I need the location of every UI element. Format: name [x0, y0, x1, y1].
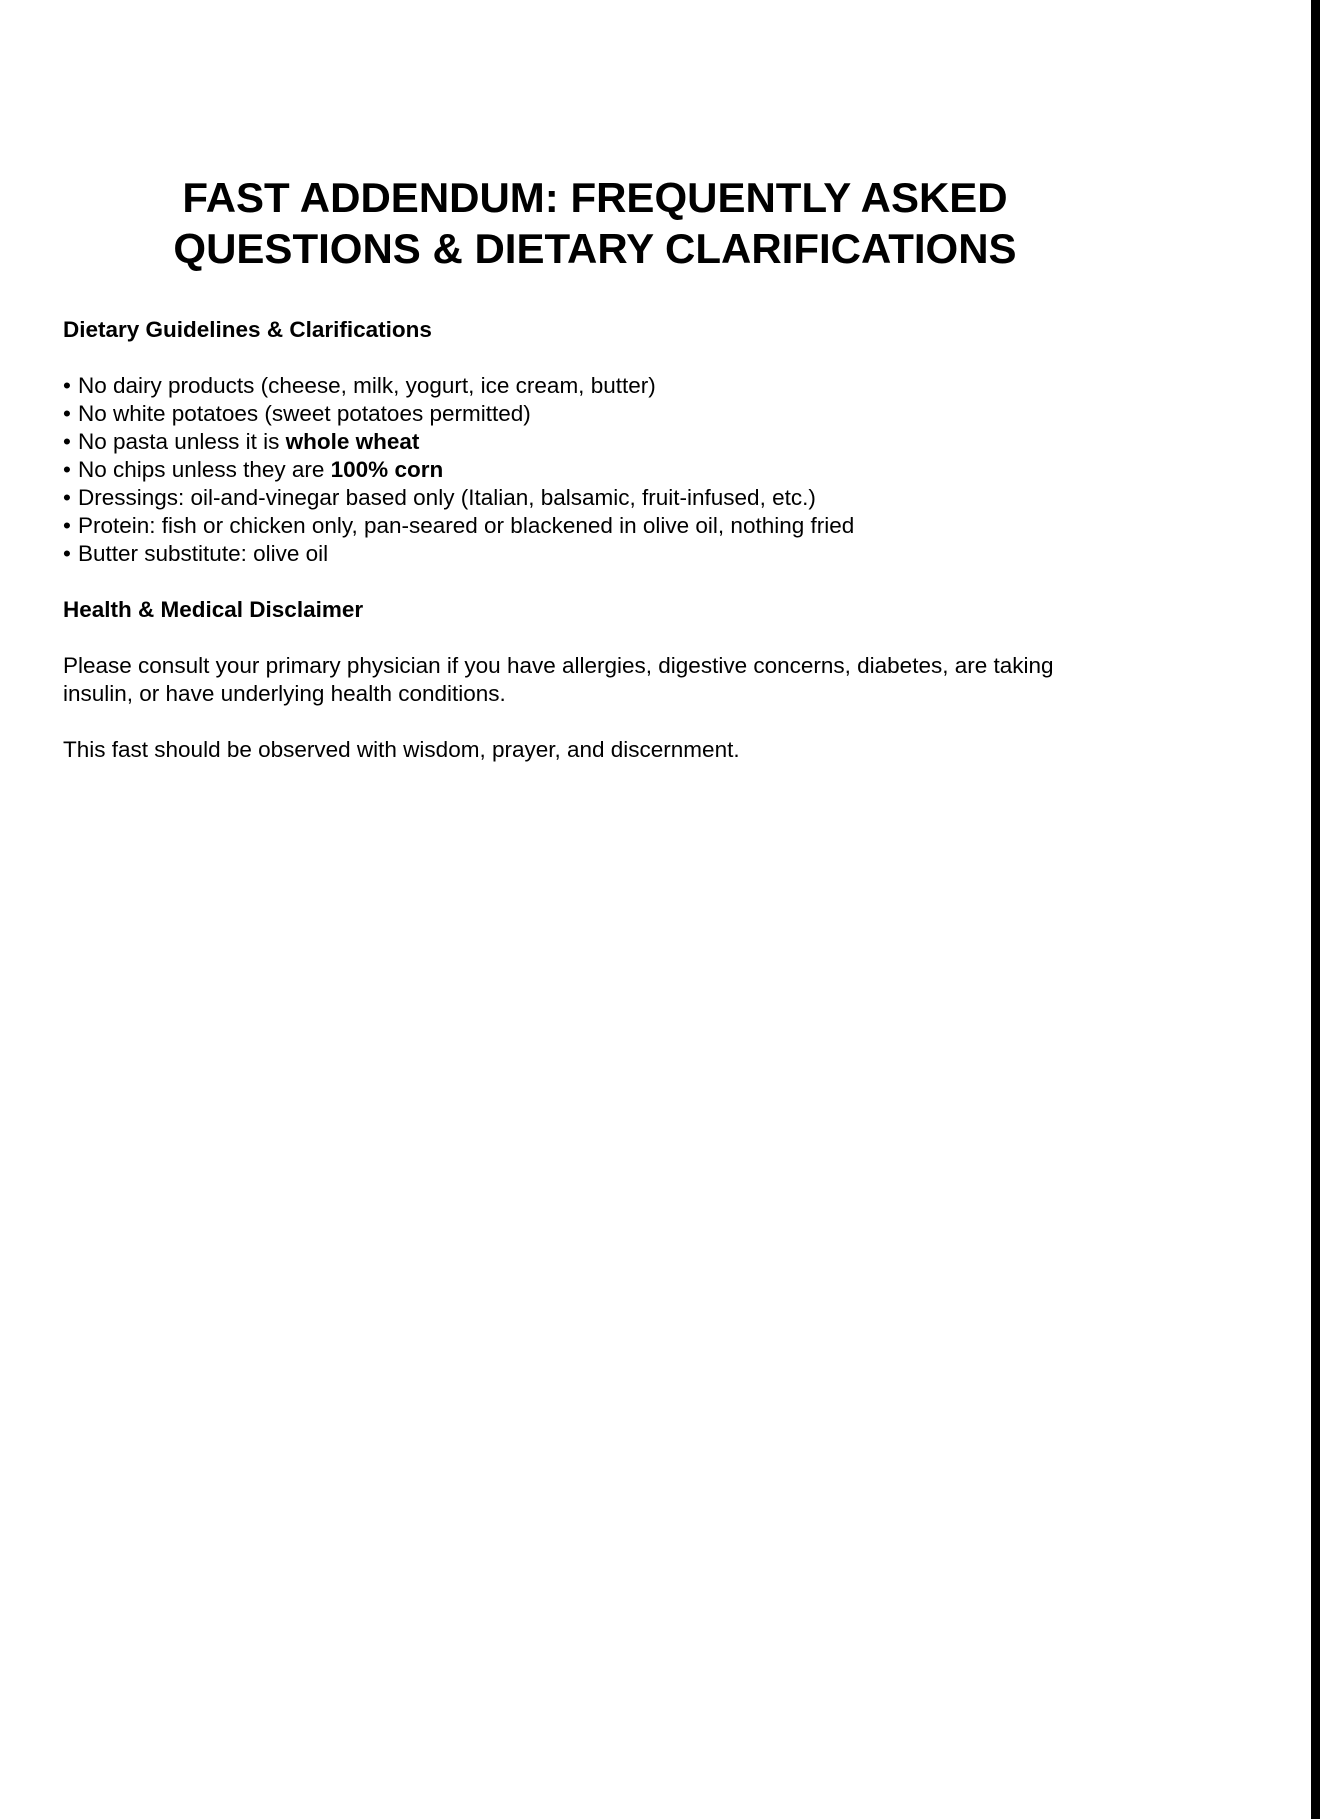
list-item: • No chips unless they are 100% corn — [63, 457, 444, 482]
bullet-icon: • — [63, 457, 71, 482]
list-item: • Protein: fish or chicken only, pan-seared or blackened in olive oil, nothing fried — [63, 513, 855, 538]
list-item: • No pasta unless it is whole wheat — [63, 429, 420, 454]
bullet-icon: • — [63, 541, 71, 566]
bold-emphasis: 100% corn — [330, 457, 444, 482]
section-heading-dietary-guidelines: Dietary Guidelines & Clarifications — [63, 317, 432, 342]
page-title — [0, 172, 1190, 274]
window-edge-bar — [1311, 0, 1320, 1819]
bullet-icon: • — [63, 373, 71, 398]
list-item: • Dressings: oil-and-vinegar based only (Italian, balsamic, fruit-infused, etc.) — [63, 485, 816, 510]
bullet-icon: • — [63, 513, 71, 538]
section-heading-health-disclaimer: Health & Medical Disclaimer — [63, 597, 364, 622]
list-item: • Butter substitute: olive oil — [63, 541, 329, 566]
dietary-guidelines-list — [63, 372, 854, 568]
bold-emphasis: whole wheat — [285, 429, 420, 454]
title-line-1: FAST ADDENDUM: FREQUENTLY ASKED — [182, 174, 1008, 221]
list-item: • No dairy products (cheese, milk, yogurt, ice cream, butter) — [63, 373, 656, 398]
title-line-2: QUESTIONS & DIETARY CLARIFICATIONS — [173, 225, 1017, 272]
bullet-icon: • — [63, 429, 71, 454]
bullet-icon: • — [63, 485, 71, 510]
list-item: • No white potatoes (sweet potatoes permitted) — [63, 401, 531, 426]
bullet-icon: • — [63, 401, 71, 426]
closing-paragraph: This fast should be observed with wisdom, prayer, and discernment. — [63, 737, 740, 762]
disclaimer-paragraph: Please consult your primary physician if you have allergies, digestive concerns, diabetes, are taking insulin, or have underlying health conditions. — [63, 653, 1054, 706]
